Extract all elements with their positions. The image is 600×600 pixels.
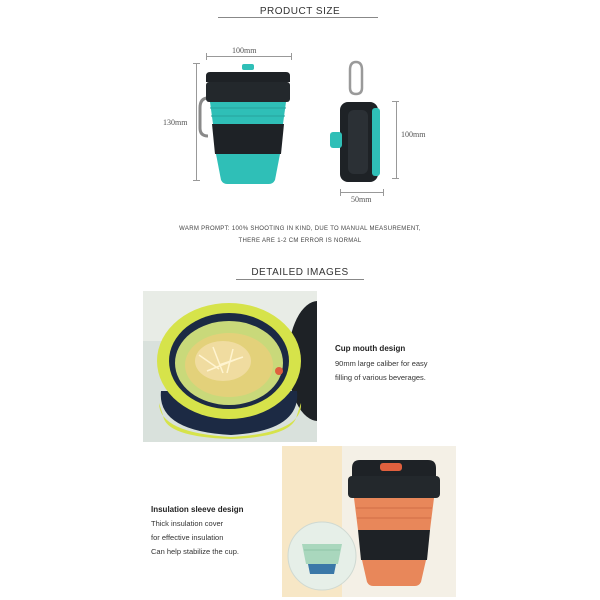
cup-mouth-line-2: filling of various beverages.: [335, 373, 426, 382]
detailed-images-title: DETAILED IMAGES: [251, 267, 349, 278]
folded-depth-line: [340, 192, 384, 193]
folded-cup-image: [328, 58, 388, 188]
folded-height-line: [396, 101, 397, 179]
product-size-underline: [218, 17, 378, 18]
cup-mouth-photo: [143, 291, 317, 442]
folded-height-label: 100mm: [401, 130, 426, 139]
folded-height-tick-bottom: [392, 178, 399, 179]
warm-prompt-line-1: WARM PROMPT: 100% SHOOTING IN KIND, DUE TO MANUAL MEASUREMENT,: [179, 226, 421, 232]
height-label: 130mm: [163, 118, 188, 127]
detailed-images-underline: [236, 279, 364, 280]
insulation-line-3: Can help stabilize the cup.: [151, 547, 239, 556]
insulation-sleeve-photo: [282, 446, 456, 597]
folded-height-tick-top: [392, 101, 399, 102]
folded-depth-tick-right: [383, 189, 384, 196]
width-label: 100mm: [232, 46, 257, 55]
unfolded-cup-image: [198, 58, 298, 188]
insulation-line-1: Thick insulation cover: [151, 519, 224, 528]
width-dimension-line: [206, 56, 292, 57]
folded-depth-tick-left: [340, 189, 341, 196]
insulation-title: Insulation sleeve design: [151, 505, 244, 514]
height-dimension-line: [196, 63, 197, 181]
insulation-line-2: for effective insulation: [151, 533, 224, 542]
warm-prompt-line-2: THERE ARE 1-2 CM ERROR IS NORMAL: [238, 238, 362, 244]
folded-depth-label: 50mm: [351, 195, 372, 204]
product-size-title: PRODUCT SIZE: [259, 6, 341, 17]
cup-mouth-title: Cup mouth design: [335, 344, 406, 353]
cup-mouth-line-1: 90mm large caliber for easy: [335, 359, 428, 368]
